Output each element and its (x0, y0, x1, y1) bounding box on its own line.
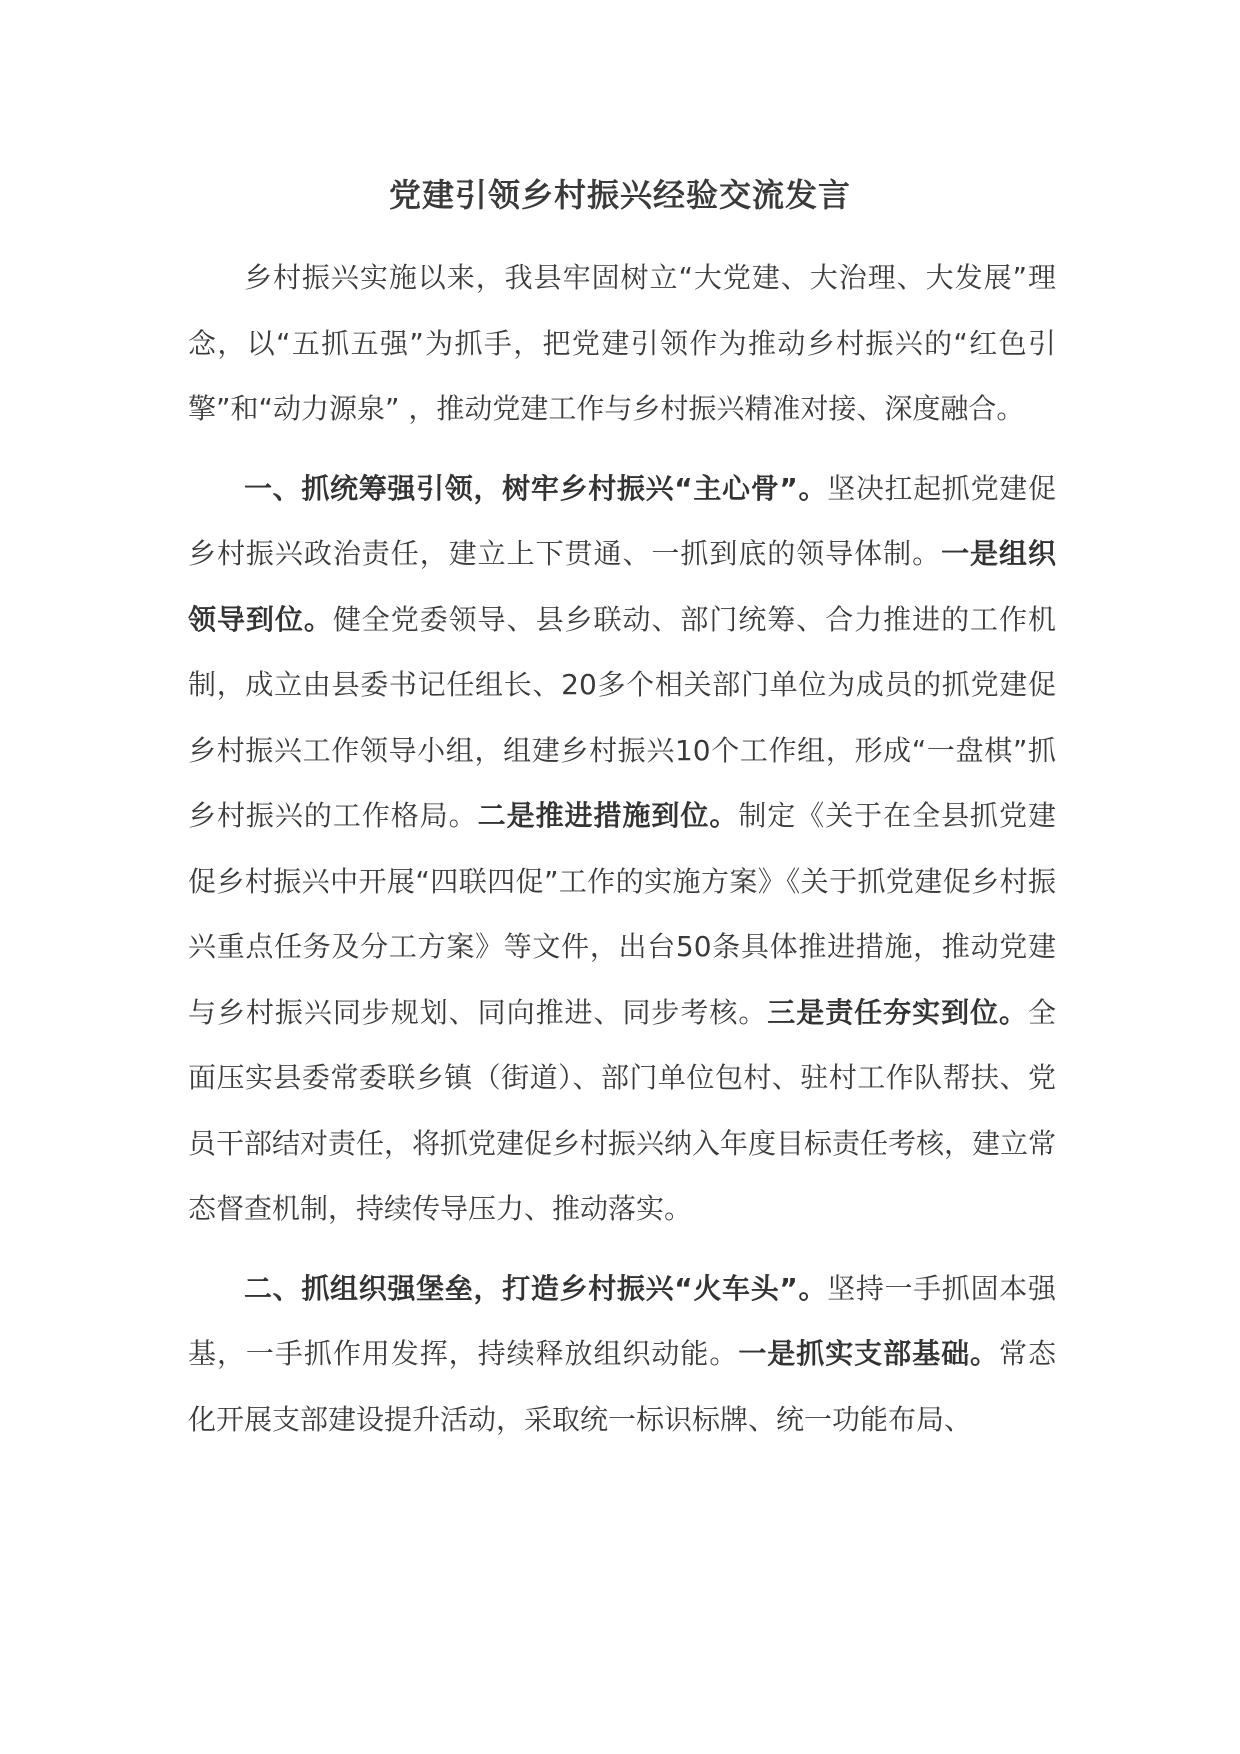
intro-paragraph (188, 245, 1056, 442)
section-1-lead: 坚决扛起抓党建促乡村振兴政治责任，建立上下贯通、一抓到底的领导体制。 (188, 471, 1056, 570)
section-1-point-3-text: 全面压实县委常委联乡镇（街道）、部门单位包村、驻村工作队帮扶、党员干部结对责任，将抓党建促乡村振兴纳入年度目标责任考核，建立常态督查机制，持续传导压力、推动落实。 (188, 995, 1057, 1225)
section-1-paragraph (188, 456, 1056, 1242)
section-1-point-3-title: 三是责任夯实到位。 (767, 995, 1028, 1029)
document-body (188, 245, 1056, 1466)
section-1-point-1-title: 一是组织领导到位。 (188, 537, 1056, 636)
section-2-paragraph (188, 1256, 1056, 1453)
section-2-point-1-title: 一是抓实支部基础。 (738, 1337, 1000, 1370)
section-1-point-2-text: 制定《关于在全县抓党建促乡村振兴中开展“四联四促”工作的实施方案》《关于抓党建促乡村振兴重点任务及分工方案》等文件，出台50条具体推进措施，推动党建与乡村振兴同步规划、同向推进、同步考核。 (188, 799, 1056, 1029)
document-title: 党建引领乡村振兴经验交流发言 (388, 176, 851, 214)
section-2-heading: 二、抓组织强堡垒，打造乡村振兴“火车头”。 (244, 1271, 828, 1305)
section-1-heading: 一、抓统筹强引领，树牢乡村振兴“主心骨”。 (244, 471, 828, 505)
section-1-point-1-text: 健全党委领导、县乡联动、部门统筹、合力推进的工作机制，成立由县委书记任组长、20多个相关部门单位为成员的抓党建促乡村振兴工作领导小组，组建乡村振兴10个工作组，形成“一盘棋”抓乡村振兴的工作格局。 (188, 602, 1056, 832)
section-2-point-1-text: 常态化开展支部建设提升活动，采取统一标识标牌、统一功能布局、 (188, 1337, 1056, 1436)
section-2-lead: 坚持一手抓固本强基，一手抓作用发挥，持续释放组织动能。 (188, 1271, 1056, 1370)
section-1-point-2-title: 二是推进措施到位。 (477, 799, 739, 832)
intro-text: 乡村振兴实施以来，我县牢固树立“大党建、大治理、大发展”理念，以“五抓五强”为抓手，把党建引领作为推动乡村振兴的“红色引擎”和“动力源泉” ，推动党建工作与乡村振兴精准对接、深度融合。 (188, 261, 1056, 425)
